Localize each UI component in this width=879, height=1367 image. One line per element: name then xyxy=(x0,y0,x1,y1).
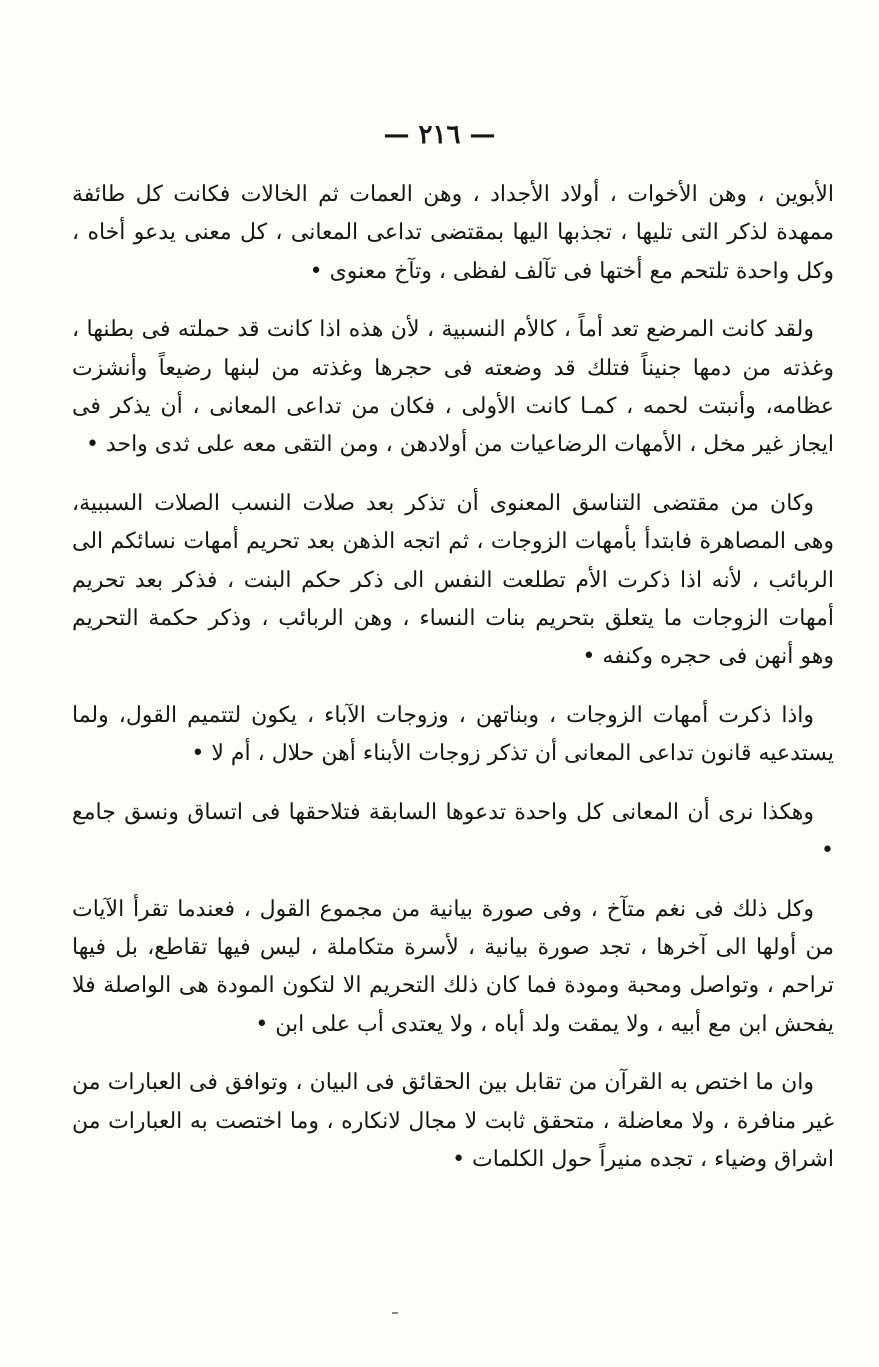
paragraph-4: واذا ذكرت أمهات الزوجات ، وبناتهن ، وزوجات الآباء ، يكون لتتميم القول، ولما يستدعيه قانون تداعى المعانى أن تذكر زوجات الأبناء أهن حلال ، أم لا • xyxy=(72,702,834,767)
page-number: — ٢١٦ — xyxy=(383,120,496,150)
paragraph-5: وهكذا نرى أن المعانى كل واحدة تدعوها السابقة فتلاحقها فى اتساق ونسق جامع • xyxy=(72,799,834,864)
paragraph-2: ولقد كانت المرضع تعد أماً ، كالأم النسبية ، لأن هذه اذا كانت قد حملته فى بطنها ، وغذته من دمها جنيناً فتلك قد وضعته فى حجرها وغذته من لبنها رضيعاً وأنشزت عظامه، وأنبتت لحمه ، كمـا كانت الأولى ، فكان من تداعى المعانى ، أن يذكر فى ايجاز غير مخل ، الأمهات الرضاعيات من أولادهن ، ومن التقى معه على ثدى واحد • xyxy=(72,317,835,458)
paragraph-3: وكان من مقتضى التناسق المعنوى أن تذكر بعد صلات النسب الصلات السببية، وهى المصاهرة فابتدأ بأمهات الزوجات ، ثم اتجه الذهن بعد تحريم أمهات نسائكم الى الربائب ، لأنه اذا ذكرت الأم تطلعت النفس الى ذكر حكم البنت ، فذكر بعد تحريم أمهات الزوجات ما يتعلق بتحريم بنات النساء ، وهن الربائب ، وذكر حكمة التحريم وهو أنهن فى حجره وكنفه • xyxy=(72,490,834,670)
bottom-mark xyxy=(392,1312,398,1314)
paragraph-1: الأبوين ، وهن الأخوات ، أولاد الأجداد ، وهن العمات ثم الخالات فكانت كل طائفة ممهدة لذكر التى تليها ، تجذبها اليها بمقتضى تداعى المعانى ، كل معنى يدعو أخاه ، وكل واحدة تلتحم مع أختها فى تآلف لفظى ، وتآخ معنوى • xyxy=(72,182,834,284)
paragraph-6: وكل ذلك فى نغم متآخ ، وفى صورة بيانية من مجموع القول ، فعندما تقرأ الآيات من أولها الى آخرها ، تجد صورة بيانية ، لأسرة متكاملة ، ليس فيها تقاطع، بل فيها تراحم ، وتواصل ومحبة ومودة فما كان ذلك التحريم الا لتكون المودة هى الواصلة فلا يفحش ابن مع أبيه ، ولا يمقت ولد أباه ، ولا يعتدى أب على ابن • xyxy=(72,896,834,1037)
paragraph-7: وان ما اختص به القرآن من تقابل بين الحقائق فى البيان ، وتوافق فى العبارات من غير منافرة ، ولا معاضلة ، متحقق ثابت لا مجال لانكاره ، وما اختصت به العبارات من اشراق وضياء ، تجده منيراً حول الكلمات • xyxy=(72,1070,834,1172)
body-text xyxy=(72,176,834,1199)
